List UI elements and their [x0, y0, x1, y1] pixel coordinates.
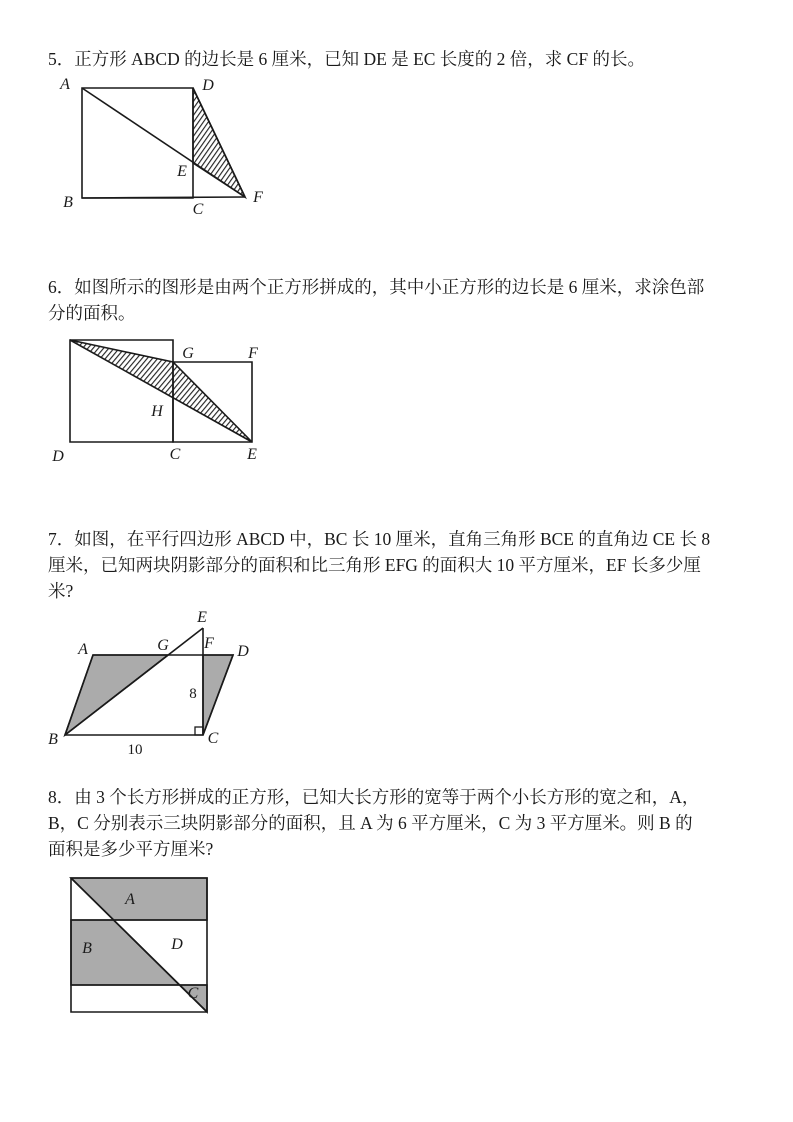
problem-7-line: 厘米，已知两块阴影部分的面积和比三角形 EFG 的面积大 10 平方厘米，EF 长多少厘 — [48, 555, 701, 575]
problem-5-line: 5．正方形 ABCD 的边长是 6 厘米，已知 DE 是 EC 长度的 2 倍，求 CF 的长。 — [48, 49, 645, 69]
problem-8-line: 8．由 3 个长方形拼成的正方形，已知大长方形的宽等于两个小长方形的宽之和，A， — [48, 787, 700, 807]
figure-label-F: F — [248, 345, 258, 362]
square-ABCD — [82, 88, 193, 198]
figure-label-B: B — [48, 731, 58, 748]
figure-label-8: 8 — [189, 686, 197, 702]
problem-5-text — [48, 46, 760, 72]
figure-label-A: A — [125, 891, 135, 908]
problem-6-line: 分的面积。 — [48, 303, 136, 323]
figure-label-D: D — [52, 448, 64, 465]
right-angle-marker — [195, 727, 203, 735]
hatched-sliver-triangle — [70, 340, 252, 442]
figure-problem-5 — [50, 75, 285, 225]
figure-label-H: H — [151, 403, 163, 420]
figure-problem-6 — [45, 330, 285, 472]
figure-label-E: E — [197, 609, 207, 626]
figure-label-D: D — [171, 936, 183, 953]
figure-problem-7 — [40, 605, 275, 767]
figure-label-A: A — [78, 641, 88, 658]
figure-label-E: E — [177, 163, 187, 180]
problem-7-text — [48, 526, 760, 604]
figure-label-B: B — [63, 194, 73, 211]
figure-label-A: A — [60, 76, 70, 93]
figure-problem-5-canvas — [50, 75, 285, 225]
figure-label-D: D — [202, 77, 214, 94]
figure-problem-8-canvas — [60, 870, 220, 1022]
figure-problem-6-canvas — [45, 330, 285, 472]
figure-label-G: G — [157, 637, 169, 654]
figure-label-C: C — [187, 985, 199, 1002]
problem-6-text — [48, 274, 760, 326]
figure-label-D: D — [237, 643, 249, 660]
figure-label-C: C — [207, 730, 219, 747]
figure-label-10: 10 — [127, 742, 143, 758]
problem-6-line: 6．如图所示的图形是由两个正方形拼成的，其中小正方形的边长是 6 厘米，求涂色部 — [48, 277, 705, 297]
line-B-C-F — [82, 197, 245, 198]
line-A-E-F — [82, 88, 245, 197]
figure-label-G: G — [182, 345, 194, 362]
problem-8-text — [48, 784, 760, 862]
figure-label-E: E — [247, 446, 257, 463]
problem-8-line: 面积是多少平方厘米? — [48, 839, 214, 859]
problem-7-line: 米? — [48, 581, 74, 601]
figure-label-F: F — [253, 189, 263, 206]
figure-problem-7-canvas — [40, 605, 275, 767]
figure-problem-8 — [60, 870, 220, 1022]
figure-label-C: C — [192, 201, 204, 218]
figure-label-B: B — [82, 940, 92, 957]
problem-8-line: B，C 分别表示三块阴影部分的面积，且 A 为 6 平方厘米，C 为 3 平方厘米。则 B 的 — [48, 813, 693, 833]
figure-label-F: F — [204, 635, 214, 652]
problem-7-line: 7．如图，在平行四边形 ABCD 中，BC 长 10 厘米，直角三角形 BCE 的直角边 CE 长 8 — [48, 529, 711, 549]
figure-label-C: C — [169, 446, 181, 463]
